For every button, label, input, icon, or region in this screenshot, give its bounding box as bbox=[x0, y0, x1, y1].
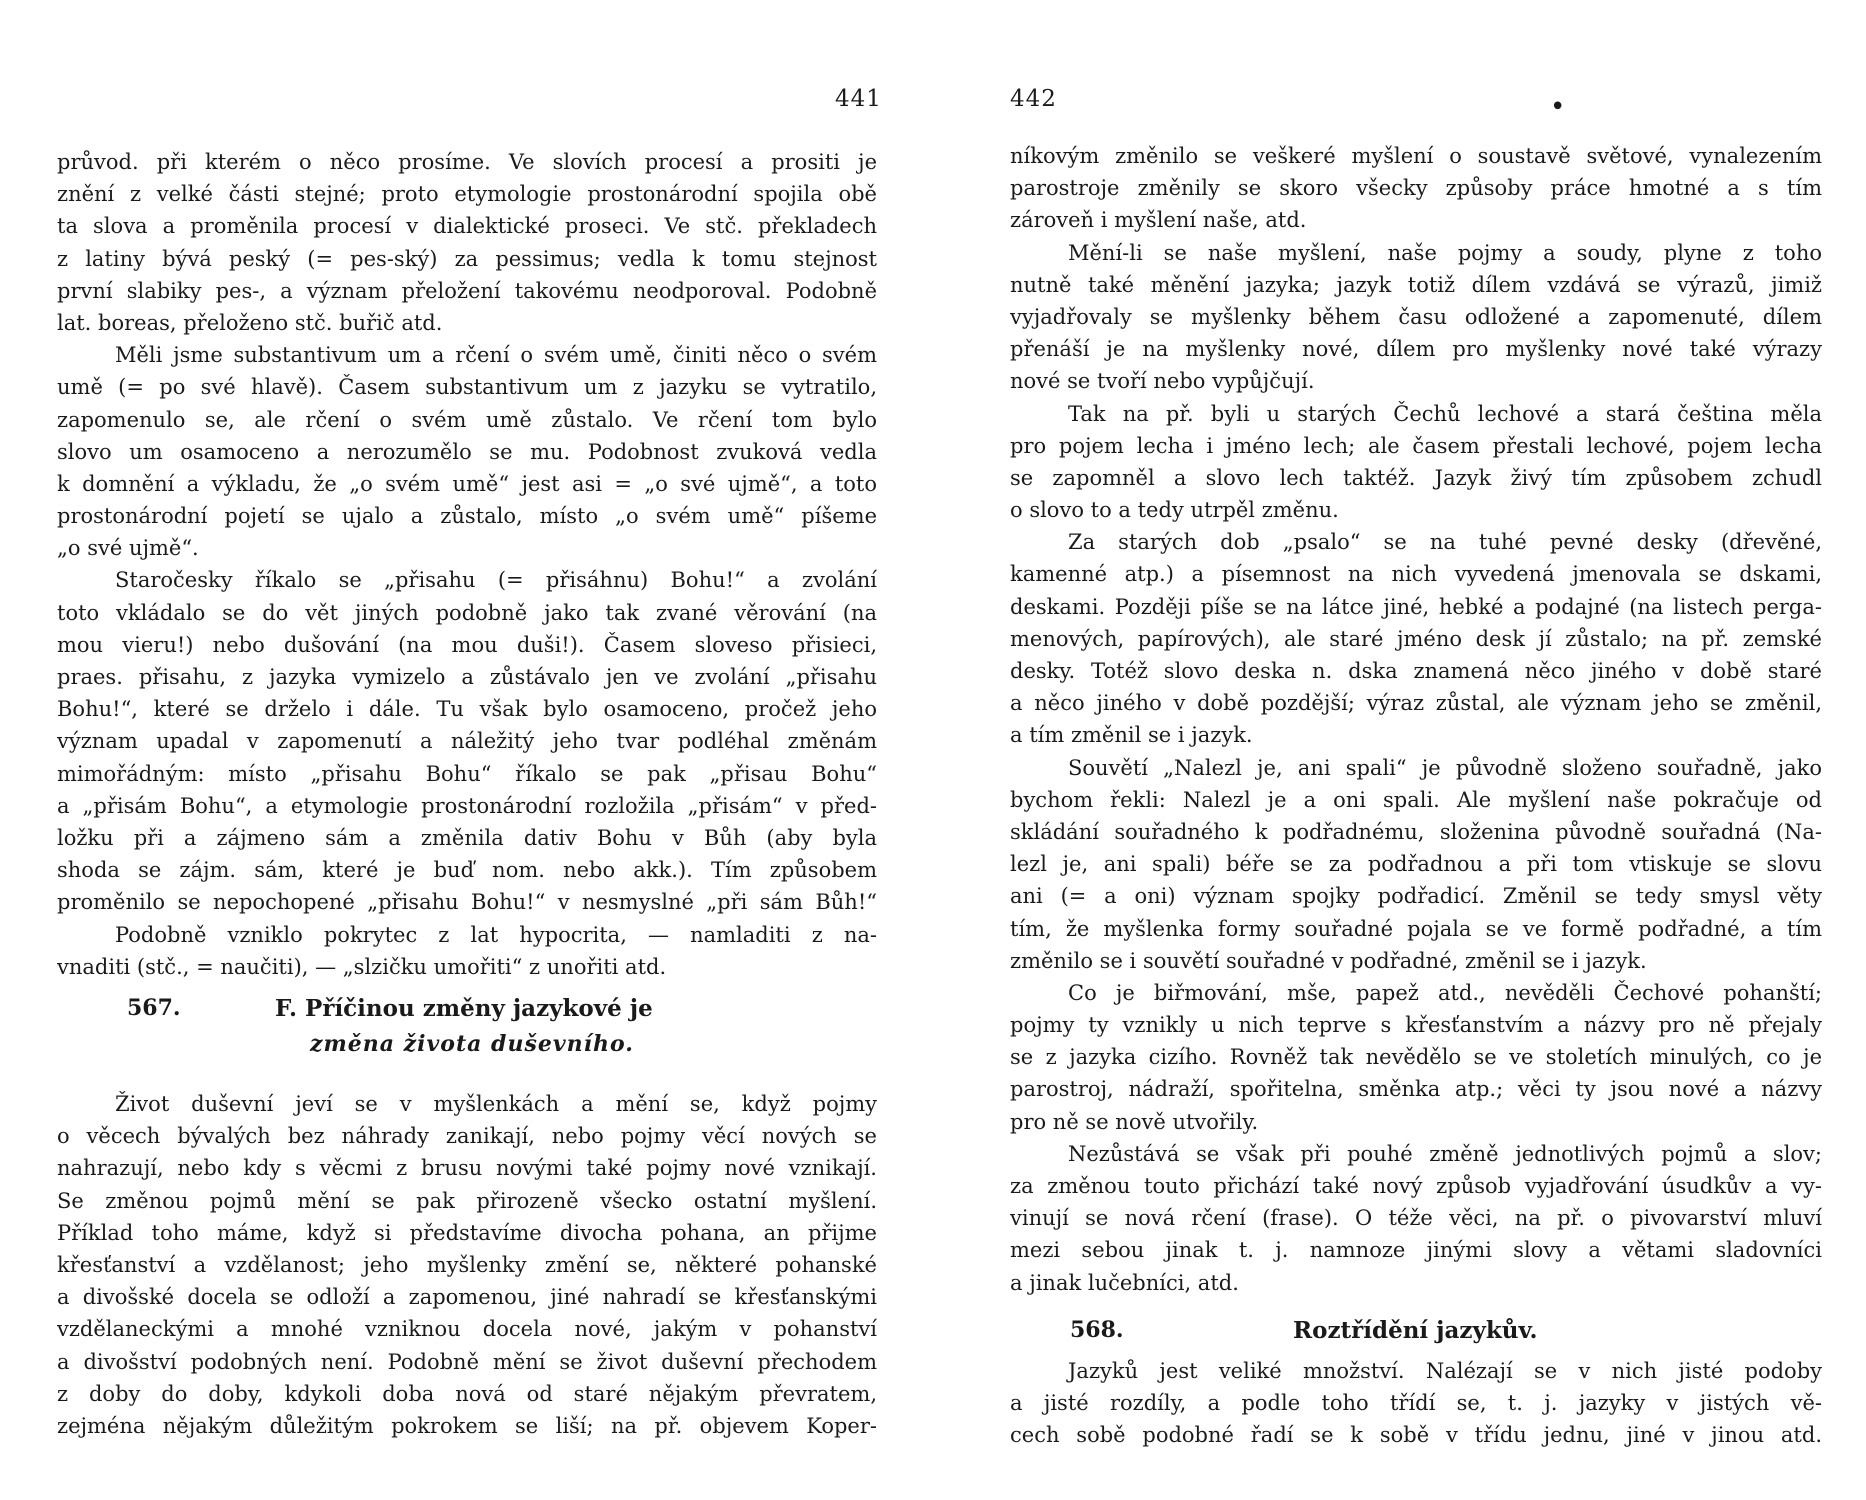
text-line: Se změnou pojmů mění se pak přirozeně všecko ostatní myšlení. bbox=[57, 1188, 877, 1213]
paragraph bbox=[1010, 140, 1822, 237]
text-line: o věcech bývalých bez náhrady zanikají, nebo pojmy věcí nových se bbox=[57, 1124, 877, 1149]
paragraph bbox=[57, 1088, 877, 1442]
text-line: vnaditi (stč., = naučiti), — „slzičku umořiti“ z unořiti atd. bbox=[57, 954, 667, 979]
text-column bbox=[57, 146, 877, 983]
text-line: průvod. při kterém o něco prosíme. Ve slovích procesí a prositi je bbox=[57, 150, 877, 174]
text-line: cech sobě podobné řadí se k sobě v třídu jednu, jiné v jinou atd. bbox=[1010, 1423, 1822, 1448]
text-line: Bohu!“, které se drželo i dále. Tu však bylo osamoceno, pročež jeho bbox=[57, 697, 877, 722]
text-line: vzdělaneckými a mnohé vzniknou docela nové, jakým v pohanství bbox=[57, 1317, 877, 1342]
text-line: kamenné atp.) a písemnost na nich vyvedená jmenovala se dskami, bbox=[1010, 562, 1822, 587]
section-number: 567. bbox=[127, 995, 181, 1021]
text-line: první slabiky pes-, a význam přeložení takovému neodporoval. Podobně bbox=[57, 278, 877, 303]
text-line: níkovým změnilo se veškeré myšlení o soustavě světové, vynalezením bbox=[1010, 144, 1822, 168]
text-line: pojmy ty vznikly u nich teprve s křesťanstvím a názvy pro ně přejaly bbox=[1010, 1013, 1822, 1038]
paragraph bbox=[57, 919, 877, 983]
text-line: „o své ujmě“. bbox=[57, 536, 199, 561]
paragraph bbox=[1010, 977, 1822, 1138]
text-line: přenáší je na myšlenky nové, dílem pro myšlenky nové také výrazy bbox=[1010, 337, 1822, 362]
text-line: Nezůstává se však při pouhé změně jednotlivých pojmů a slov; bbox=[1068, 1141, 1822, 1166]
text-line: bychom řekli: Nalezl je a oni spali. Ale myšlení naše pokračuje od bbox=[1010, 787, 1822, 812]
text-line: shoda se zájm. sám, které je buď nom. nebo akk.). Tím způsobem bbox=[57, 858, 877, 883]
text-line: se z jazyka cizího. Rovněž tak nevědělo se ve stoletích minulých, co je bbox=[1010, 1045, 1822, 1070]
text-column bbox=[1010, 140, 1822, 1299]
text-line: Život duševní jeví se v myšlenkách a mění se, když pojmy bbox=[115, 1092, 877, 1116]
text-line: prostonárodní pojetí se ujalo a zůstalo, místo „o svém umě“ píšeme bbox=[57, 504, 877, 529]
section-title: F. Příčinou změny jazykové je bbox=[275, 995, 653, 1022]
text-line: a divošské docela se odloží a zapomenou, jiné nahradí se křesťanskými bbox=[57, 1285, 877, 1310]
paragraph bbox=[1010, 752, 1822, 977]
text-line: o slovo to a tedy utrpěl změnu. bbox=[1010, 498, 1339, 523]
text-line: umě (= po své hlavě). Časem substantivum um z jazyku se vytratilo, bbox=[57, 375, 877, 400]
text-line: nutně také měnění jazyka; jazyk totiž dílem vzdává se výrazů, jimiž bbox=[1010, 272, 1822, 297]
text-line: slovo um osamoceno a nerozumělo se mu. Podobnost zvuková vedla bbox=[57, 439, 877, 464]
text-line: se zapomněl a slovo lech taktéž. Jazyk živý tím způsobem zchudl bbox=[1010, 465, 1822, 490]
text-line: vyjadřovaly se myšlenky během času odložené a zapomenuté, dílem bbox=[1010, 304, 1822, 329]
text-line: Za starých dob „psalo“ se na tuhé pevné desky (dřevěné, bbox=[1068, 530, 1822, 555]
text-line: praes. přisahu, z jazyka vymizelo a zůstávalo jen ve zvolání „přisahu bbox=[57, 665, 877, 689]
text-line: lat. boreas, přeloženo stč. buřič atd. bbox=[57, 310, 443, 335]
section-title: Roztřídění jazykův. bbox=[1293, 1317, 1538, 1344]
text-line: znění z velké části stejné; proto etymologie prostonárodní spojila obě bbox=[57, 182, 877, 207]
paragraph bbox=[1010, 237, 1822, 398]
text-line: změnilo se i souvětí souřadné v podřadné, změnil se i jazyk. bbox=[1010, 948, 1647, 973]
stray-dot: • bbox=[1550, 92, 1566, 122]
section-number: 568. bbox=[1070, 1317, 1124, 1343]
section-subtitle: změna života duševního. bbox=[310, 1031, 634, 1057]
text-line: skládání souřadného k podřadnému, složenina původně souřadná (Na- bbox=[1010, 819, 1822, 844]
text-line: ani (= a oni) význam spojky podřadicí. Změnil se tedy smysl věty bbox=[1010, 884, 1822, 909]
text-column bbox=[1010, 1355, 1822, 1452]
text-line: nové se tvoří nebo vypůjčují. bbox=[1010, 369, 1315, 394]
text-line: Souvětí „Nalezl je, ani spali“ je původně složeno souřadně, jako bbox=[1068, 755, 1822, 780]
text-line: ta slova a proměnila procesí v dialektické proseci. Ve stč. překladech bbox=[57, 214, 877, 239]
text-line: a tím změnil se i jazyk. bbox=[1010, 723, 1253, 748]
text-line: význam upadal v zapomenutí a náležitý jeho tvar podléhal změnám bbox=[57, 729, 877, 754]
text-line: z latiny bývá peský (= pes-ský) za pessimus; vedla k tomu stejnost bbox=[57, 246, 877, 271]
text-line: desky. Totéž slovo deska n. dska znamená něco jiného v době staré bbox=[1010, 659, 1822, 683]
text-line: proměnilo se nepochopené „přisahu Bohu!“ v nesmyslné „při sám Bůh!“ bbox=[57, 890, 877, 915]
text-line: pro pojem lecha i jméno lech; ale časem přestali lechové, pojem lecha bbox=[1010, 433, 1822, 458]
paragraph bbox=[57, 564, 877, 918]
text-line: Mění-li se naše myšlení, naše pojmy a soudy, plyne z toho bbox=[1068, 240, 1822, 265]
page-number: 442 bbox=[1010, 86, 1057, 112]
text-line: a jinak lučebníci, atd. bbox=[1010, 1270, 1239, 1295]
text-line: mou vieru!) nebo dušování (na mou duši!). Časem sloveso přisieci, bbox=[57, 632, 877, 657]
page-number: 441 bbox=[835, 86, 882, 112]
text-line: parostroj, nádraží, spořitelna, směnka atp.; věci ty jsou nové a názvy bbox=[1010, 1077, 1822, 1102]
text-line: zapomenulo se, ale rčení o svém umě zůstalo. Ve rčení tom bylo bbox=[57, 407, 877, 432]
text-line: křesťanství a vzdělanost; jeho myšlenky změní se, některé pohanské bbox=[57, 1252, 877, 1277]
text-line: zároveň i myšlení naše, atd. bbox=[1010, 208, 1307, 233]
text-line: toto vkládalo se do vět jiných podobně jako tak zvané věrování (na bbox=[57, 600, 877, 625]
left-page bbox=[57, 0, 900, 1500]
text-line: mimořádným: místo „přisahu Bohu“ říkalo se pak „přisau Bohu“ bbox=[57, 761, 877, 786]
text-line: Podobně vzniklo pokrytec z lat hypocrita, — namladiti z na- bbox=[115, 922, 877, 947]
text-line: a divošství podobných není. Podobně mění se život duševní přechodem bbox=[57, 1349, 877, 1374]
text-line: a jisté rozdíly, a podle toho třídí se, t. j. jazyky v jistých vě- bbox=[1010, 1391, 1822, 1416]
text-line: nahrazují, nebo kdy s věcmi z brusu novými také pojmy nové vznikají. bbox=[57, 1156, 877, 1181]
text-line: lezl je, ani spali) béře se za podřadnou a při tom vtiskuje se slovu bbox=[1010, 852, 1822, 877]
text-line: k domnění a výkladu, že „o svém umě“ jest asi = „o své ujmě“, a toto bbox=[57, 471, 877, 496]
text-column bbox=[57, 1088, 877, 1442]
text-line: mezi sebou jinak t. j. namnoze jinými slovy a větami sladovníci bbox=[1010, 1238, 1822, 1263]
text-line: deskami. Později píše se na látce jiné, hebké a podajné (na listech perga- bbox=[1010, 594, 1822, 619]
text-line: Měli jsme substantivum um a rčení o svém umě, činiti něco o svém bbox=[115, 343, 877, 368]
paragraph bbox=[57, 146, 877, 339]
text-line: pro ně se nově utvořily. bbox=[1010, 1109, 1259, 1134]
text-line: Co je biřmování, mše, papež atd., nevěděli Čechové pohanští; bbox=[1068, 980, 1822, 1005]
right-page bbox=[1010, 0, 1822, 1500]
text-line: menových, papírových), ale staré jméno desk jí zůstalo; na př. zemské bbox=[1010, 626, 1822, 651]
text-line: a „přisám Bohu“, a etymologie prostonárodní rozložila „přisám“ v před- bbox=[57, 793, 877, 818]
text-line: Tak na př. byli u starých Čechů lechové a stará čeština měla bbox=[1068, 401, 1822, 426]
paragraph bbox=[1010, 398, 1822, 527]
text-line: za změnou touto přichází také nový způsob vyjadřování úsudkův a vy- bbox=[1010, 1174, 1822, 1198]
paragraph bbox=[1010, 526, 1822, 751]
text-line: Příklad toho máme, když si představíme divocha pohana, an přijme bbox=[57, 1220, 877, 1245]
paragraph bbox=[1010, 1355, 1822, 1452]
text-line: Staročesky říkalo se „přisahu (= přisáhnu) Bohu!“ a zvolání bbox=[115, 568, 877, 593]
text-line: parostroje změnily se skoro všecky způsoby práce hmotné a s tím bbox=[1010, 176, 1822, 201]
text-line: zejména nějakým důležitým pokrokem se liší; na př. objevem Koper- bbox=[57, 1413, 877, 1438]
text-line: Jazyků jest veliké množství. Nalézají se v nich jisté podoby bbox=[1068, 1359, 1822, 1383]
text-line: z doby do doby, kdykoli doba nová od staré nějakým převratem, bbox=[57, 1381, 877, 1406]
text-line: a něco jiného v době pozdější; výraz zůstal, ale význam jeho se změnil, bbox=[1010, 691, 1822, 716]
text-line: tím, že myšlenka formy souřadné pojala se ve formě podřadné, a tím bbox=[1010, 916, 1822, 941]
text-line: ložku při a zájmeno sám a změnila dativ Bohu v Bůh (aby byla bbox=[57, 825, 877, 850]
text-line: vinují se nová rčení (frase). O téže věci, na př. o pivovarství mluví bbox=[1010, 1206, 1822, 1231]
paragraph bbox=[1010, 1138, 1822, 1299]
paragraph bbox=[57, 339, 877, 564]
